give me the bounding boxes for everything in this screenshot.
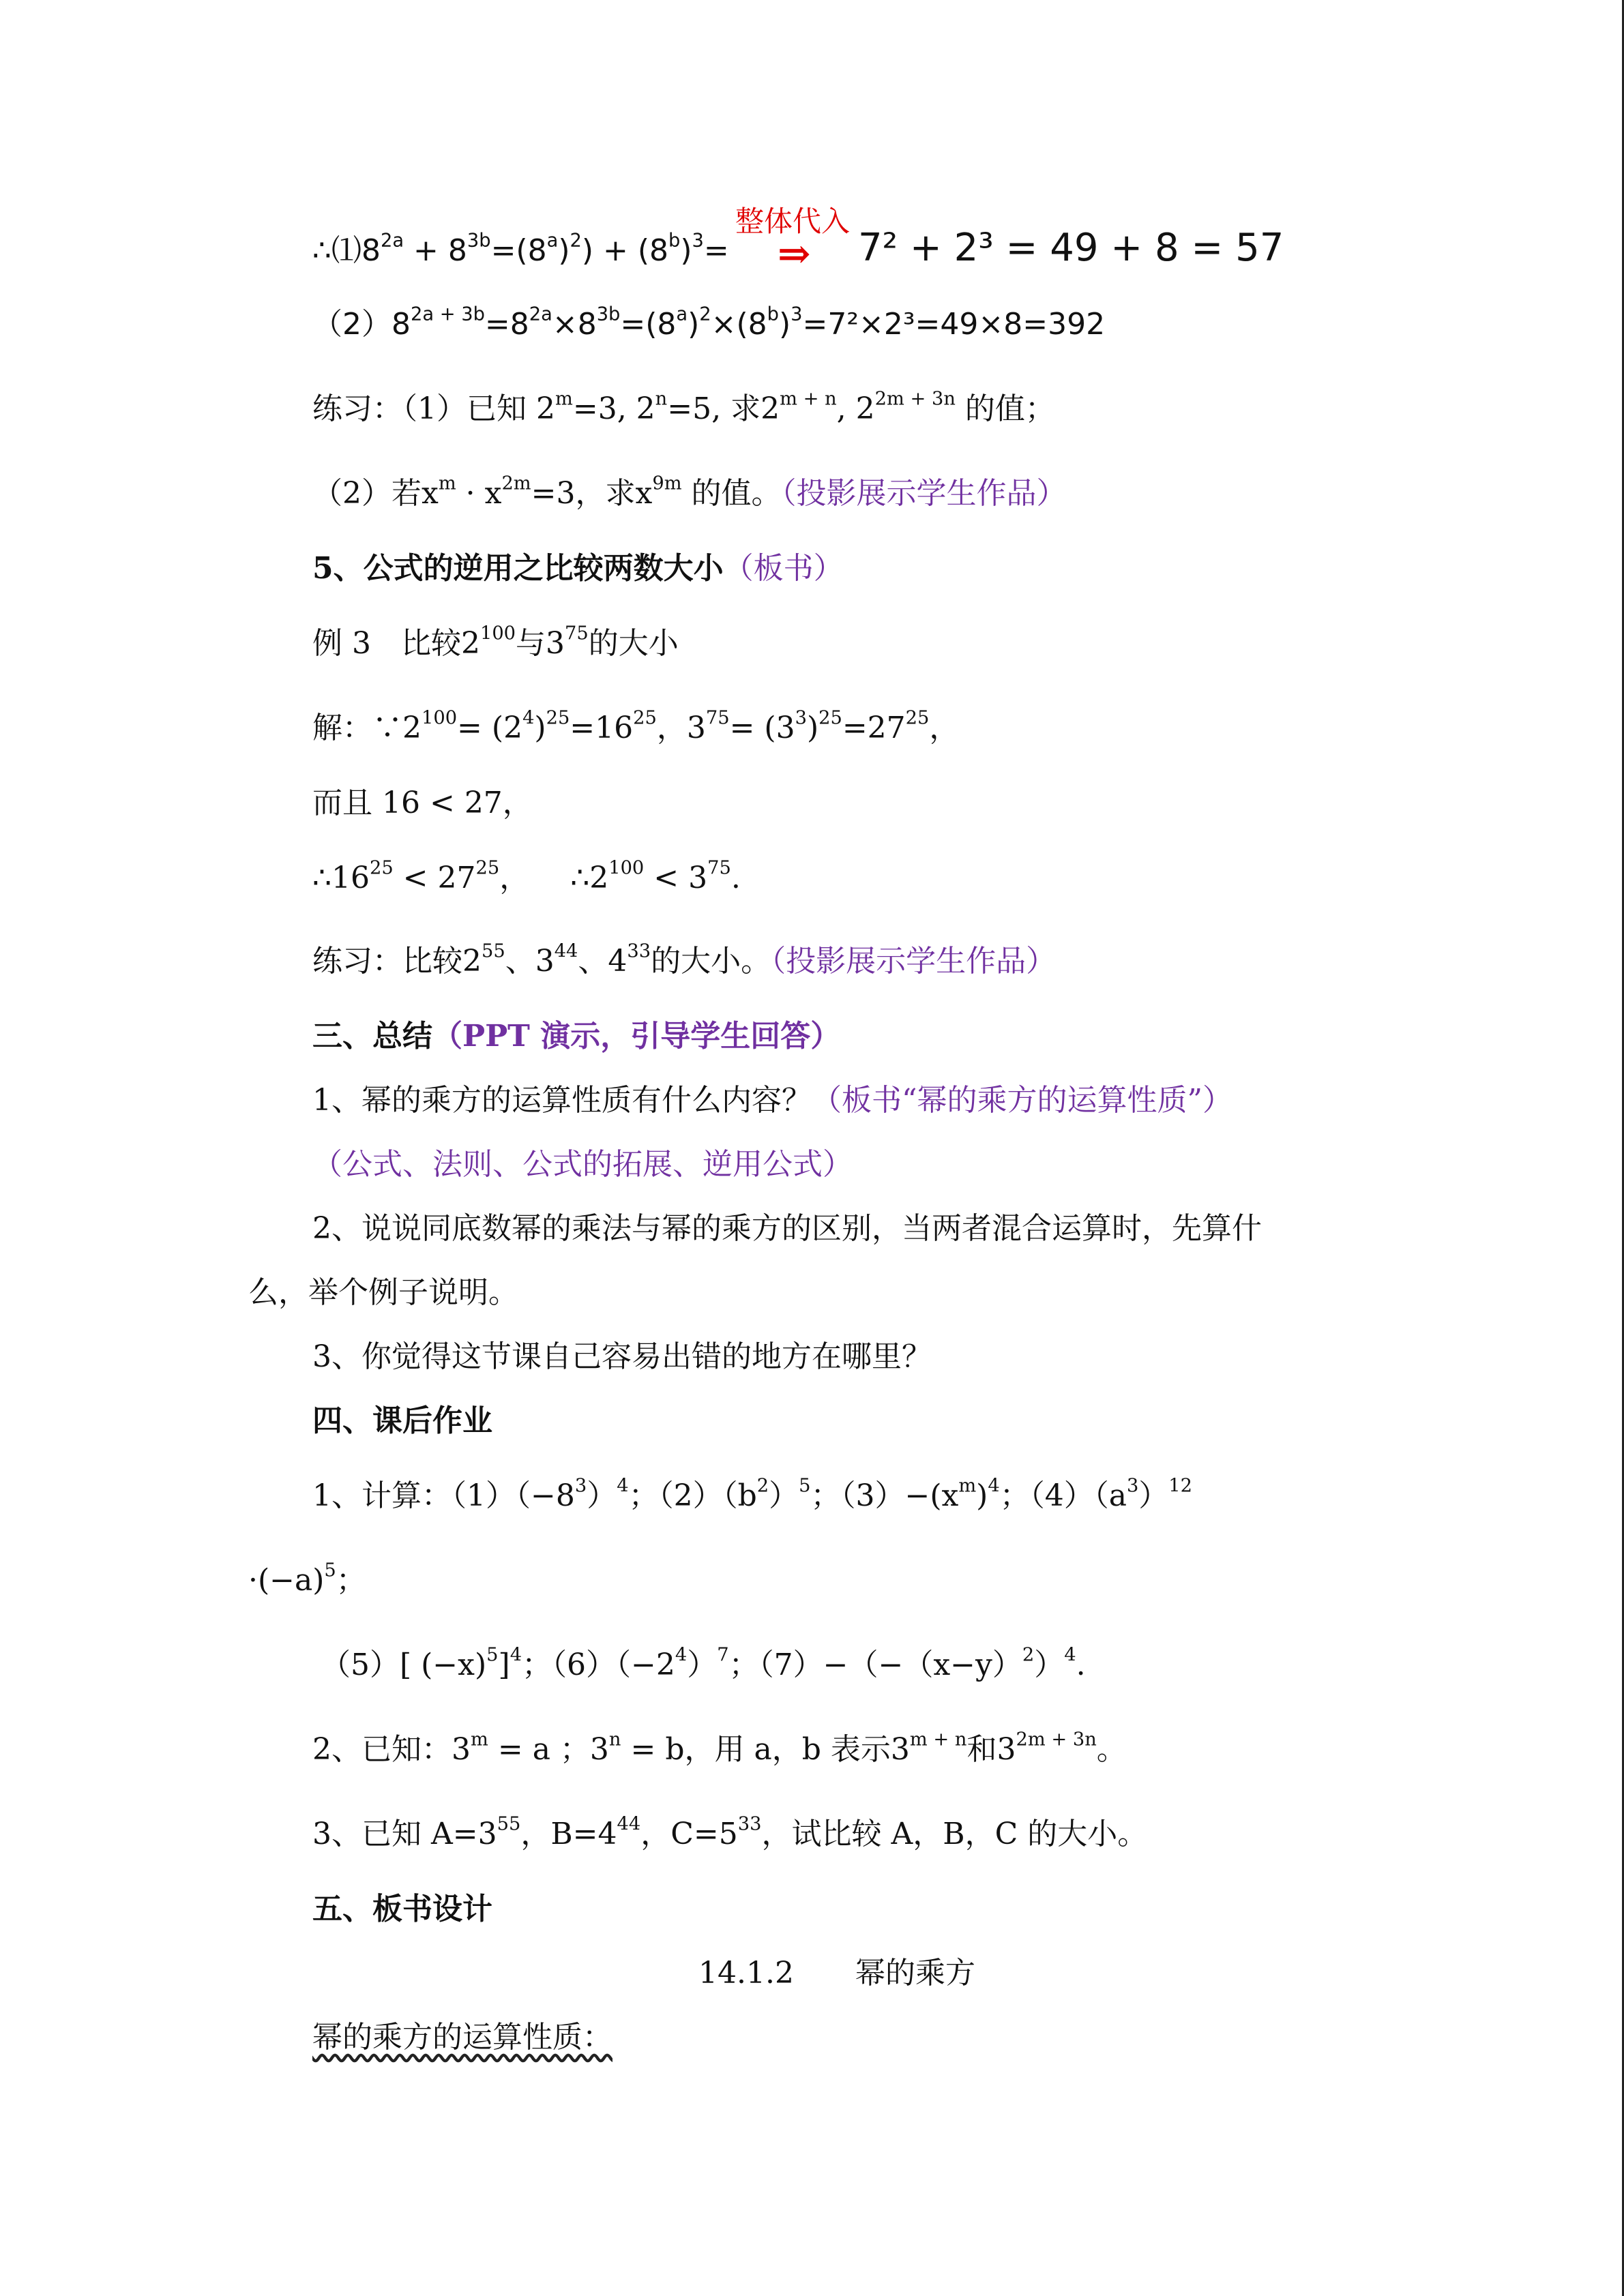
summary-q2-line1: 2、说说同底数幂的乘法与幂的乘方的区别，当两者混合运算时，先算什	[312, 1211, 1262, 1246]
homework-1-part2: （5）[ $(-x)^5]^4$；$(6)(-2^4)^7$；$(7)-(-(x-y)^2)^4$.	[321, 1644, 1086, 1682]
summary-q1: 1、幂的乘方的运算性质有什么内容？（板书“幂的乘方的运算性质”）	[312, 1083, 1232, 1118]
example2-part1: $\therefore ⑴8^{2a} + 8^{3b}=(8^a)^2) + (8^b)^3=$	[312, 230, 729, 268]
board-design-heading: 五、板书设计	[312, 1892, 492, 1926]
practice-compare: 练习：比较$2^{55}$、$3^{44}$、$4^{33}$的大小。（投影展示学生作品）	[312, 940, 1057, 979]
homework-1: 1、计算：$(1)(-8^3)^4$；$(2)(b^2)^5$；$(3)-(x^m)^4$；$(4)(a^3)^{12}$	[312, 1475, 1192, 1513]
solution-line: 解：$\because 2^{100}= (2^4)^{25}=16^{25}$，$3^{75}= (3^3)^{25}=27^{25}$，	[312, 707, 960, 745]
summary-heading: 三、总结（PPT 演示，引导学生回答）	[312, 1019, 841, 1054]
homework-heading: 四、课后作业	[312, 1403, 492, 1438]
summary-q3: 3、你觉得这节课自己容易出错的地方在哪里？	[312, 1339, 932, 1374]
example3: 例 3 比较$2^{100}$与$3^{75}$的大小	[312, 623, 679, 661]
board-property-label: 幂的乘方的运算性质：	[312, 2020, 612, 2055]
summary-q2-line2: 么，举个例子说明。	[248, 1275, 518, 1310]
implies-arrow-icon: ⇒	[778, 230, 811, 277]
practice-line-2: （2）若$x^m \cdot x^{2m}=3$，求$x^{9m}$ 的值。（投影展示学生作品）	[312, 473, 1067, 511]
comparison-line: 而且 16 < 27，	[312, 786, 533, 820]
example2-part2: $(2)8^{2a + 3b}=8^{2a}\times 8^{3b}=(8^a)^2\times(8^b)^3=7^2\times 2^3=49\times 8=392$	[312, 303, 1106, 342]
board-title: 14.1.2 幂的乘方	[698, 1956, 975, 1991]
homework-2: 2、已知：$3^m = a$ ；$3^n = b$，用 a，b 表示$3^{m + n}$和$3^{2m + 3n}$。	[312, 1729, 1127, 1767]
homework-3: 3、已知 $A=3^{55}$，$B=4^{44}$，$C=5^{33}$，试比较 A，B，C 的大小。	[312, 1813, 1148, 1851]
example2-part1-result: 7² + 2³ = 49 + 8 = 57	[858, 226, 1284, 270]
summary-q1-note: （公式、法则、公式的拓展、逆用公式）	[312, 1147, 853, 1182]
practice-line-1: 练习：（1）已知 $2^m=3$, $2^n=5$, 求$2^{m + n}$, $2^{2m + 3n}$ 的值；	[312, 388, 1055, 426]
conclusion-line: $\therefore 16^{25} < 27^{25}$， $\therefore 2^{100} < 3^{75}$.	[312, 857, 741, 895]
section5-heading: 5、公式的逆用之比较两数大小（板书）	[312, 551, 844, 586]
substitution-annotation: 整体代入	[735, 205, 851, 238]
homework-1-cont: $\cdot(-a)^5$；	[248, 1560, 366, 1598]
